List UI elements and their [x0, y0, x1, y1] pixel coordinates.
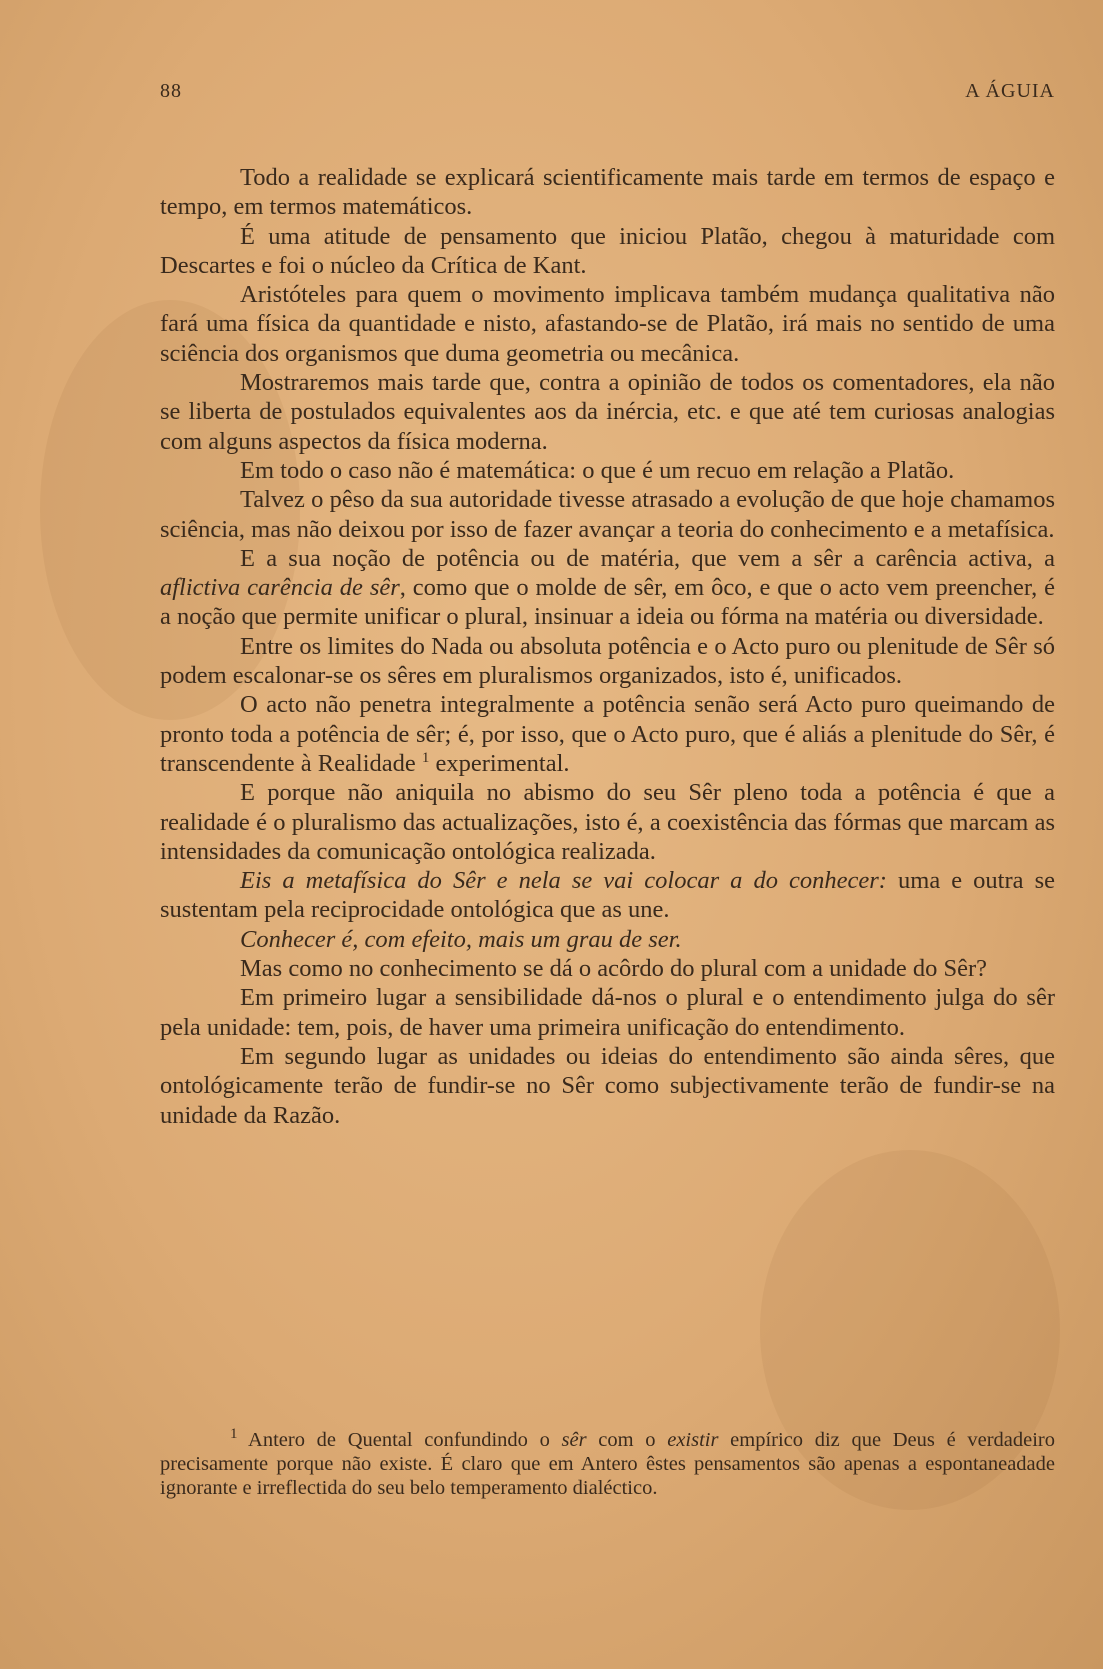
footnote-text: Antero de Quental confundindo o — [237, 1429, 562, 1451]
paragraph-7-text: E a sua noção de potência ou de matéria, que vem a sêr a carência activa, a — [240, 544, 1055, 572]
footnotes — [160, 1428, 1055, 1500]
paragraph-9-text: O acto não penetra integralmente a potência senão será Acto puro queimando de pronto toda a potência de sêr; é, por isso, que o Acto puro, que é aliás a plenitude do Sêr, é transcendente à Realidade — [160, 691, 1055, 777]
running-title: A ÁGUIA — [965, 80, 1055, 102]
footnote-text-middle: com o — [586, 1429, 668, 1451]
footnote-italic-ser: sêr — [561, 1429, 587, 1451]
footnote-1 — [160, 1428, 1055, 1500]
paragraph-15: Em segundo lugar as unidades ou ideias do entendimento são ainda sêres, que ontológicamente terão de fundir-se no Sêr como subjectivamente terão de fundir-se na unidade da Razão. — [160, 1042, 1055, 1129]
paragraph-11-italic: Eis a metafísica do Sêr e nela se vai colocar a do conhecer: — [240, 867, 887, 895]
footnote-marker: 1 — [230, 1426, 238, 1443]
paragraph-8: Entre os limites do Nada ou absoluta potência e o Acto puro ou plenitude de Sêr só podem escalonar-se os sêres em pluralismos organizados, isto é, unificados. — [160, 632, 1055, 690]
paragraph-6: Talvez o pêso da sua autoridade tivesse atrasado a evolução de que hoje chamamos sciência, mas não deixou por isso de fazer avançar a teoria do conhecimento e a metafísica. — [160, 486, 1055, 543]
paragraph-10: E porque não aniquila no abismo do seu Sêr pleno toda a potência é que a realidade é o pluralismo das actualizações, isto é, a coexistência das fórmas que marcam as intensidades da comunicação ontológica realizada. — [160, 779, 1055, 865]
paragraph-5: Em todo o caso não é matemática: o que é um recuo em relação a Platão. — [240, 456, 955, 484]
paragraph-7-italic: aflictiva carência de sêr — [160, 574, 400, 602]
paragraph-9-text-end: experimental. — [429, 749, 570, 777]
page-number: 88 — [160, 80, 182, 102]
paragraph-11-text: uma e outra se sustentam pela reciprocidade ontológica que as une. — [160, 867, 1055, 924]
footnote-text-end: empírico diz que Deus é verdadeiro precisamente porque não existe. É claro que em Antero êstes pensamentos são apenas a espontaneadade ignorante e irreflectida do seu belo temperamento dialéctico. — [160, 1429, 1055, 1499]
paragraph-12-italic: Conhecer é, com efeito, mais um grau de ser. — [240, 925, 682, 953]
paragraph-1: Todo a realidade se explicará scientificamente mais tarde em termos de espaço e tempo, em termos matemáticos. — [160, 164, 1055, 221]
paragraph-11 — [160, 866, 1055, 925]
body-text — [160, 163, 1055, 1130]
paragraph-14: Em primeiro lugar a sensibilidade dá-nos o plural e o entendimento julga do sêr pela unidade: tem, pois, de haver uma primeira unificação do entendimento. — [160, 984, 1055, 1041]
paragraph-3: Aristóteles para quem o movimento implicava também mudança qualitativa não fará uma física da quantidade e nisto, afastando-se de Platão, irá mais no sentido de uma sciência dos organismos que duma geometria ou mecânica. — [160, 281, 1055, 367]
footnote-reference[interactable]: 1 — [421, 749, 430, 766]
paragraph-4: Mostraremos mais tarde que, contra a opinião de todos os comentadores, ela não se liberta de postulados equivalentes aos da inércia, etc. e que até tem curiosas analogias com alguns aspectos da física moderna. — [160, 369, 1055, 455]
page-header — [160, 80, 1055, 110]
paragraph-7 — [160, 544, 1055, 632]
footnote-italic-existir: existir — [667, 1429, 719, 1451]
paragraph-7-text-end: , como que o molde de sêr, em ôco, e que o acto vem preencher, é a noção que permite unificar o plural, insinuar a ideia ou fórma na matéria ou diversidade. — [160, 574, 1055, 631]
paragraph-12 — [160, 925, 1055, 954]
paragraph-2: É uma atitude de pensamento que iniciou Platão, chegou à maturidade com Descartes e foi o núcleo da Crítica de Kant. — [160, 222, 1055, 279]
paragraph-13: Mas como no conhecimento se dá o acôrdo do plural com a unidade do Sêr? — [240, 955, 988, 983]
paragraph-9 — [160, 690, 1055, 778]
